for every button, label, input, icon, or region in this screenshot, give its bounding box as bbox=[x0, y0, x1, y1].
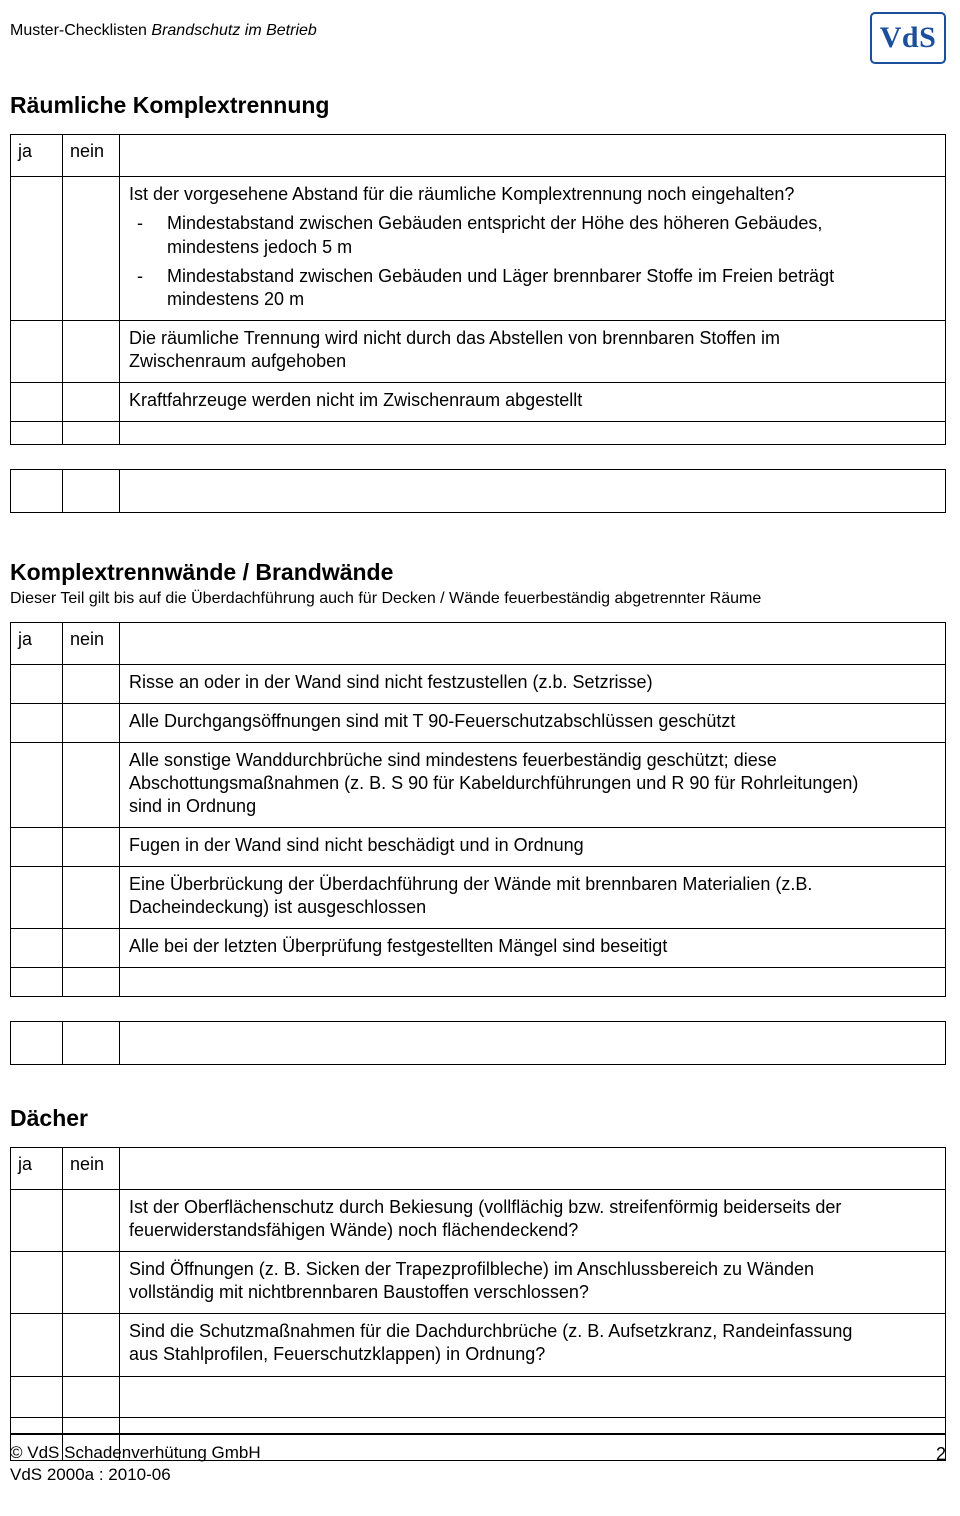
column-header-nein: nein bbox=[63, 135, 120, 177]
checklist-sub-item-text: Mindestabstand zwischen Gebäuden und Läger brennbarer Stoffe im Freien beträgt mindestens 20 m bbox=[167, 265, 835, 309]
empty-checklist-row bbox=[11, 967, 946, 996]
checklist-row bbox=[11, 382, 946, 421]
document-header bbox=[10, 12, 946, 62]
checklist-item-text: Risse an oder in der Wand sind nicht festzustellen (z.b. Setzrisse) bbox=[129, 671, 653, 692]
empty-note-cell bbox=[120, 469, 946, 512]
ja-checkbox-cell bbox=[11, 1252, 63, 1314]
checklist-row bbox=[11, 320, 946, 382]
nein-checkbox-cell bbox=[63, 664, 120, 703]
ja-checkbox-cell bbox=[11, 1190, 63, 1252]
column-header-row bbox=[11, 622, 946, 664]
checklist-row bbox=[11, 703, 946, 742]
checklist-item-text: Sind Öffnungen (z. B. Sicken der Trapezprofilbleche) im Anschlussbereich zu Wänden vollständig mit nichtbrennbaren Baustoffen verschlossen? bbox=[129, 1259, 815, 1303]
nein-checkbox-cell bbox=[63, 1190, 120, 1252]
footer-document-id: VdS 2000a : 2010-06 bbox=[10, 1464, 171, 1484]
column-header-spacer bbox=[120, 622, 946, 664]
section-subtitle: Dieser Teil gilt bis auf die Überdachführung auch für Decken / Wände feuerbeständig abgetrennter Räume bbox=[10, 590, 762, 608]
nein-checkbox-cell bbox=[63, 742, 120, 827]
checklist-item-text: Alle Durchgangsöffnungen sind mit T 90-Feuerschutzabschlüssen geschützt bbox=[129, 710, 736, 731]
nein-checkbox-cell bbox=[63, 1376, 120, 1417]
checklist-item-cell bbox=[120, 866, 946, 928]
nein-checkbox-cell bbox=[63, 866, 120, 928]
empty-note-cell bbox=[120, 967, 946, 996]
checklist-item-cell bbox=[120, 382, 946, 421]
ja-checkbox-cell bbox=[11, 967, 63, 996]
ja-checkbox-cell bbox=[11, 469, 63, 512]
column-header-nein: nein bbox=[63, 622, 120, 664]
document-title-regular: Muster-Checklisten bbox=[10, 22, 147, 39]
nein-checkbox-cell bbox=[63, 469, 120, 512]
nein-checkbox-cell bbox=[63, 320, 120, 382]
footer-publisher: © VdS Schadenverhütung GmbH bbox=[10, 1443, 261, 1462]
ja-checkbox-cell bbox=[11, 866, 63, 928]
empty-checklist-row bbox=[11, 1021, 946, 1064]
column-header-spacer bbox=[120, 1148, 946, 1190]
empty-checklist-row bbox=[11, 469, 946, 512]
checklist-row bbox=[11, 866, 946, 928]
notes-row-table-1 bbox=[10, 469, 946, 513]
nein-checkbox-cell bbox=[63, 1021, 120, 1064]
empty-checklist-row bbox=[11, 1376, 946, 1417]
checklist-table-daecher bbox=[10, 1147, 946, 1460]
nein-checkbox-cell bbox=[63, 1252, 120, 1314]
ja-checkbox-cell bbox=[11, 177, 63, 320]
checklist-item-cell bbox=[120, 928, 946, 967]
nein-checkbox-cell bbox=[63, 177, 120, 320]
checklist-item-cell bbox=[120, 664, 946, 703]
nein-checkbox-cell bbox=[63, 421, 120, 444]
nein-checkbox-cell bbox=[63, 1314, 120, 1376]
checklist-sub-item bbox=[129, 212, 885, 258]
checklist-table-raeumliche-komplextrennung bbox=[10, 134, 946, 444]
checklist-row bbox=[11, 664, 946, 703]
checklist-row bbox=[11, 928, 946, 967]
checklist-item-text: Ist der Oberflächenschutz durch Bekiesung (vollflächig bzw. streifenförmig beiderseits der feuerwiderstandsfähigen Wände) noch flächendeckend? bbox=[129, 1197, 842, 1241]
checklist-table-komplextrennwaende bbox=[10, 622, 946, 997]
checklist-item-cell bbox=[120, 177, 946, 320]
checklist-sub-item bbox=[129, 265, 885, 311]
page-number: 2 bbox=[935, 1444, 946, 1464]
column-header-row bbox=[11, 1148, 946, 1190]
section-title-komplextrennwaende: Komplextrennwände / Brandwände bbox=[10, 558, 394, 585]
ja-checkbox-cell bbox=[11, 320, 63, 382]
checklist-row bbox=[11, 827, 946, 866]
checklist-item-text: Alle sonstige Wanddurchbrüche sind mindestens feuerbeständig geschützt; diese Abschottungsmaßnahmen (z. B. S 90 für Kabeldurchführungen und R 90 für Rohrleitungen) sind in Ordnung bbox=[129, 749, 859, 816]
nein-checkbox-cell bbox=[63, 928, 120, 967]
ja-checkbox-cell bbox=[11, 703, 63, 742]
nein-checkbox-cell bbox=[63, 967, 120, 996]
checklist-item-text: Fugen in der Wand sind nicht beschädigt und in Ordnung bbox=[129, 834, 584, 855]
ja-checkbox-cell bbox=[11, 1021, 63, 1064]
checklist-item-cell bbox=[120, 703, 946, 742]
checklist-row bbox=[11, 177, 946, 320]
section-title-daecher: Dächer bbox=[10, 1104, 88, 1131]
column-header-spacer bbox=[120, 135, 946, 177]
checklist-sub-item-text: Mindestabstand zwischen Gebäuden entspricht der Höhe des höheren Gebäudes, mindestens jedoch 5 m bbox=[167, 213, 823, 257]
checklist-item-text: Alle bei der letzten Überprüfung festgestellten Mängel sind beseitigt bbox=[129, 935, 668, 956]
column-header-ja: ja bbox=[11, 135, 63, 177]
document-title-italic: Brandschutz im Betrieb bbox=[151, 22, 317, 39]
list-dash-marker: - bbox=[137, 265, 143, 286]
ja-checkbox-cell bbox=[11, 664, 63, 703]
document-title bbox=[10, 12, 317, 41]
ja-checkbox-cell bbox=[11, 827, 63, 866]
ja-checkbox-cell bbox=[11, 421, 63, 444]
ja-checkbox-cell bbox=[11, 1376, 63, 1417]
table-gap bbox=[10, 445, 946, 469]
checklist-row bbox=[11, 1252, 946, 1314]
vds-logo-text: VdS bbox=[879, 20, 937, 54]
checklist-item-cell bbox=[120, 827, 946, 866]
checklist-item-cell bbox=[120, 1252, 946, 1314]
table-gap bbox=[10, 997, 946, 1021]
nein-checkbox-cell bbox=[63, 382, 120, 421]
checklist-item-cell bbox=[120, 320, 946, 382]
checklist-item-cell bbox=[120, 742, 946, 827]
nein-checkbox-cell bbox=[63, 703, 120, 742]
ja-checkbox-cell bbox=[11, 928, 63, 967]
nein-checkbox-cell bbox=[63, 827, 120, 866]
checklist-item-text: Ist der vorgesehene Abstand für die räumliche Komplextrennung noch eingehalten? bbox=[129, 184, 795, 205]
checklist-row bbox=[11, 1190, 946, 1252]
checklist-row bbox=[11, 1314, 946, 1376]
empty-note-cell bbox=[120, 421, 946, 444]
checklist-item-text: Die räumliche Trennung wird nicht durch das Abstellen von brennbaren Stoffen im Zwischenraum aufgehoben bbox=[129, 327, 781, 371]
checklist-row bbox=[11, 742, 946, 827]
empty-note-cell bbox=[120, 1021, 946, 1064]
checklist-item-text: Kraftfahrzeuge werden nicht im Zwischenraum abgestellt bbox=[129, 389, 583, 410]
ja-checkbox-cell bbox=[11, 382, 63, 421]
footer-left bbox=[10, 1442, 261, 1486]
list-dash-marker: - bbox=[137, 213, 143, 234]
column-header-ja: ja bbox=[11, 622, 63, 664]
column-header-row bbox=[11, 135, 946, 177]
checklist-item-cell bbox=[120, 1314, 946, 1376]
column-header-ja: ja bbox=[11, 1148, 63, 1190]
section-title-raeumliche-komplextrennung: Räumliche Komplextrennung bbox=[10, 92, 330, 118]
page-footer bbox=[10, 1433, 946, 1486]
ja-checkbox-cell bbox=[11, 742, 63, 827]
empty-checklist-row bbox=[11, 421, 946, 444]
ja-checkbox-cell bbox=[11, 1314, 63, 1376]
checklist-item-text: Sind die Schutzmaßnahmen für die Dachdurchbrüche (z. B. Aufsetzkranz, Randeinfassung aus Stahlprofilen, Feuerschutzklappen) in Ordnung? bbox=[129, 1321, 853, 1365]
empty-note-cell bbox=[120, 1376, 946, 1417]
checklist-item-cell bbox=[120, 1190, 946, 1252]
checklist-item-text: Eine Überbrückung der Überdachführung der Wände mit brennbaren Materialien (z.B. Dacheindeckung) ist ausgeschlossen bbox=[129, 873, 813, 917]
vds-logo bbox=[870, 12, 946, 64]
notes-row-table-2 bbox=[10, 1021, 946, 1065]
column-header-nein: nein bbox=[63, 1148, 120, 1190]
